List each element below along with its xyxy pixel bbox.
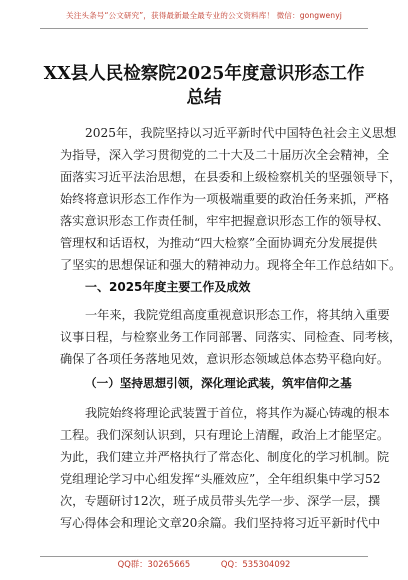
paragraph-1-line: 2025年，我院坚持以习近平新时代中国特色社会主义思想 — [85, 126, 397, 140]
subsection-heading-1: （一）坚持思想引领，深化理论武装，筑牢信仰之基 — [85, 376, 352, 390]
footer-qq: QQ：535304092 — [220, 559, 291, 569]
paragraph-1-line: 始终将意识形态工作作为一项极端重要的政治任务来抓，严格 — [60, 192, 390, 206]
footer-divider — [40, 556, 368, 557]
paragraph-3-line: 次，专题研讨12次，班子成员带头先学一步、深学一层，撰 — [60, 494, 381, 508]
header-banner: 关注头条号“公文研究”，获得最新最全最专业的公文资料库！ 微信：gongwenyj — [66, 11, 342, 20]
header-divider — [40, 28, 368, 29]
paragraph-3-line: 党组理论学习中心组发挥“头雁效应”，全年组织集中学习52 — [60, 472, 381, 486]
paragraph-1-line: 为指导，深入学习贯彻党的二十大及二十届历次全会精神，全 — [60, 148, 390, 162]
paragraph-2-line: 议事日程，与检察业务工作同部署、同落实、同检查、同考核， — [60, 330, 402, 344]
paragraph-1-line: 了坚实的思想保证和强大的精神动力。现将全年工作总结如下。 — [60, 258, 402, 272]
footer — [0, 558, 408, 570]
document-title-line-2: 总结 — [186, 88, 222, 108]
paragraph-3-line: 我院始终将理论武装置于首位，将其作为凝心铸魂的根本 — [85, 406, 390, 420]
paragraph-3-line: 写心得体会和理论文章20余篇。我们坚持将习近平新时代中 — [60, 516, 381, 530]
paragraph-1-line: 管理权和话语权，为推动“四大检察”全面协调充分发展提供 — [60, 236, 378, 250]
paragraph-3-line: 为此，我们建立并严格执行了常态化、制度化的学习机制。院 — [60, 450, 390, 464]
paragraph-3-line: 工程。我们深刻认识到，只有理论上清醒，政治上才能坚定。 — [60, 428, 390, 442]
section-heading-1: 一、2025年度主要工作及成效 — [85, 280, 251, 294]
paragraph-2-line: 确保了各项任务落地见效，意识形态领域总体态势平稳向好。 — [60, 352, 390, 366]
paragraph-2-line: 一年来，我院党组高度重视意识形态工作，将其纳入重要 — [85, 308, 390, 322]
paragraph-1-line: 落实意识形态工作责任制，牢牢把握意识形态工作的领导权、 — [60, 214, 390, 228]
footer-qq-group: QQ群：30265665 — [117, 559, 191, 569]
paragraph-1-line: 面落实习近平法治思想，在县委和上级检察机关的坚强领导下， — [60, 170, 402, 184]
document-title-line-1: XX县人民检察院2025年度意识形态工作 — [43, 64, 365, 84]
